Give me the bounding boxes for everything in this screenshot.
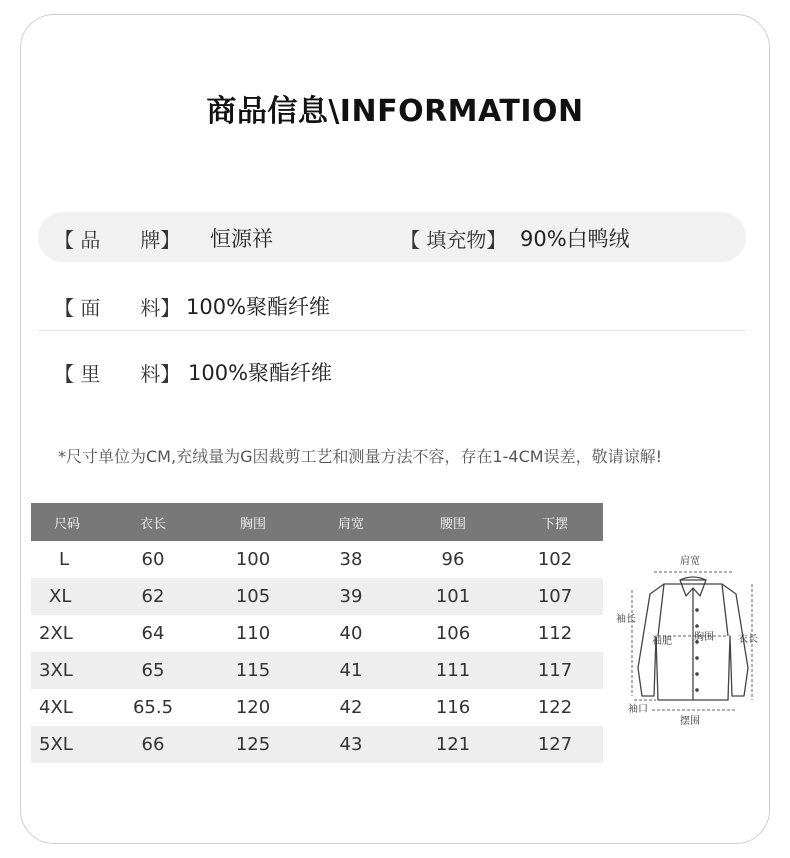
header-hem: 下摆 (507, 503, 603, 541)
table-cell: 5XL (31, 726, 103, 763)
table-cell: 106 (435, 623, 471, 644)
table-cell: 120 (235, 697, 271, 718)
header-length: 衣长 (103, 503, 203, 541)
table-cell: 115 (203, 652, 303, 689)
table-cell: 62 (103, 578, 203, 615)
label-sleeve-width: 袖肥 (652, 636, 672, 647)
brand-label: 【 品 牌】 (54, 228, 181, 252)
table-cell: 64 (141, 623, 165, 644)
table-cell: 66 (103, 726, 203, 763)
table-cell: 125 (203, 726, 303, 763)
table-cell: 117 (507, 652, 603, 689)
brand-value: 恒源祥 (210, 227, 273, 251)
table-cell: 122 (537, 697, 573, 718)
table-cell: 101 (399, 578, 507, 615)
table-cell: 39 (303, 578, 399, 615)
table-cell: 3XL (31, 652, 103, 689)
label-length: 衣长 (738, 634, 758, 645)
table-cell: 38 (339, 549, 363, 570)
table-cell: XL (31, 578, 103, 615)
shell-label: 【 面 料】 (54, 296, 181, 320)
table-cell: 110 (235, 623, 271, 644)
label-cuff: 袖口 (628, 704, 648, 715)
header-chest: 胸围 (203, 503, 303, 541)
table-cell: 40 (339, 623, 363, 644)
info-row-shell (38, 280, 746, 331)
header-waist: 腰围 (399, 503, 507, 541)
table-cell: 121 (399, 726, 507, 763)
table-row (31, 615, 603, 652)
table-cell: 112 (537, 623, 573, 644)
table-cell: 116 (435, 697, 471, 718)
table-cell: 4XL (39, 697, 73, 718)
info-row-brand (38, 212, 746, 262)
header-size: 尺码 (31, 503, 103, 541)
table-cell: 100 (235, 549, 271, 570)
shirt-measurement-icon (612, 550, 772, 730)
label-sleeve: 袖长 (616, 614, 636, 625)
table-cell: L (59, 549, 70, 570)
table-cell: 2XL (39, 623, 73, 644)
table-cell: 107 (507, 578, 603, 615)
filling-value: 90%白鸭绒 (520, 227, 630, 251)
lining-value: 100%聚酯纤维 (188, 361, 333, 385)
table-cell: 127 (507, 726, 603, 763)
filling-label: 【 填充物】 (400, 228, 507, 252)
size-table-header (31, 503, 603, 541)
table-cell: 111 (399, 652, 507, 689)
size-table (31, 503, 603, 763)
table-cell: 105 (203, 578, 303, 615)
table-row (31, 652, 603, 689)
label-shoulder: 肩宽 (680, 556, 700, 567)
table-row (31, 541, 603, 578)
table-cell: 65 (103, 652, 203, 689)
table-row (31, 578, 603, 615)
header-shoulder: 肩宽 (303, 503, 399, 541)
table-cell: 41 (303, 652, 399, 689)
info-row-lining (38, 346, 746, 396)
table-cell: 102 (537, 549, 573, 570)
table-cell: 65.5 (132, 697, 174, 718)
table-row (31, 726, 603, 763)
table-cell: 42 (339, 697, 363, 718)
size-note: *尺寸单位为CM,充绒量为G因裁剪工艺和测量方法不容，存在1-4CM误差，敬请谅解! (58, 447, 662, 466)
shell-value: 100%聚酯纤维 (186, 295, 331, 319)
table-cell: 60 (141, 549, 165, 570)
table-cell: 96 (441, 549, 465, 570)
page-title: 商品信息\INFORMATION (206, 94, 584, 129)
label-chest: 胸围 (694, 632, 714, 643)
table-row (31, 689, 603, 726)
label-hem: 摆围 (680, 716, 700, 727)
lining-label: 【 里 料】 (54, 362, 181, 386)
table-cell: 43 (303, 726, 399, 763)
